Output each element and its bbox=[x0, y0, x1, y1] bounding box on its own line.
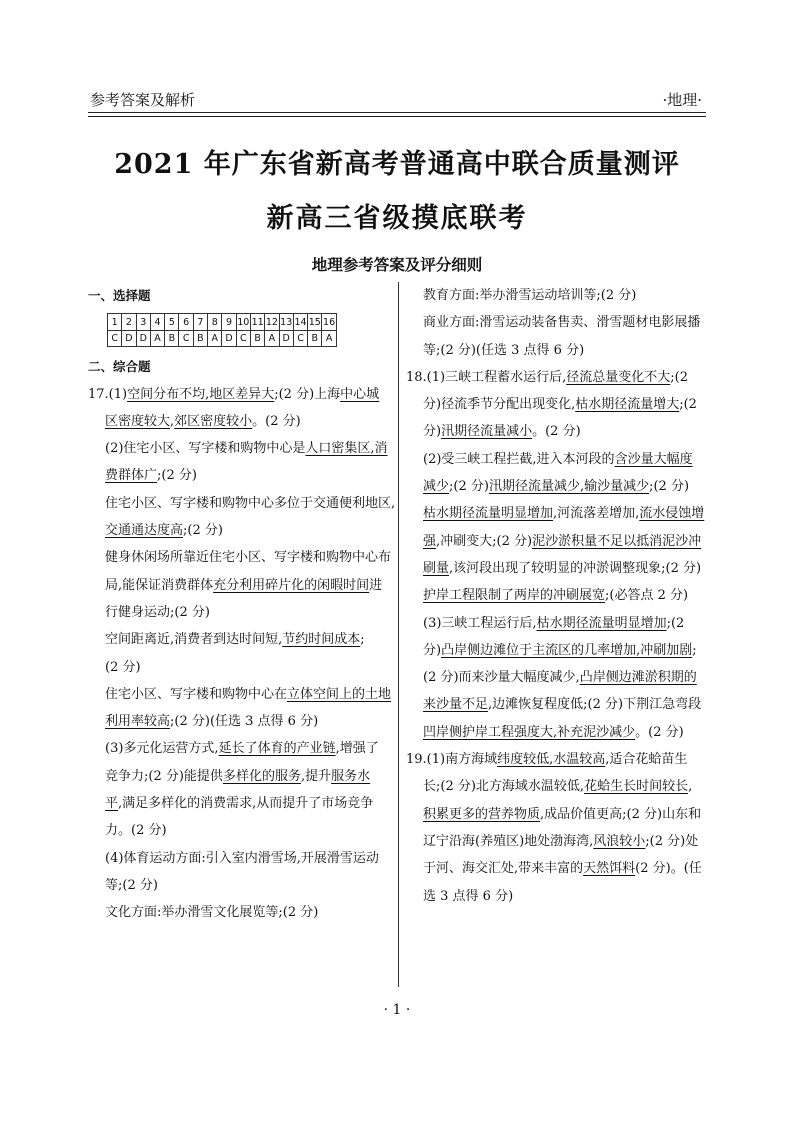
answer-line bbox=[406, 855, 712, 882]
answer-text: ;(2 分)上海 bbox=[274, 386, 341, 402]
answer-line bbox=[88, 681, 393, 708]
answer-text: 进 bbox=[369, 577, 383, 593]
answer-text: (3)多元化运营方式, bbox=[105, 741, 219, 757]
answer-text: ; bbox=[692, 642, 697, 658]
answer-text: 健身休闲场所靠近住宅小区、写字楼和购物中心布 bbox=[105, 550, 392, 566]
question-number-cell: 13 bbox=[279, 314, 293, 331]
answer-text: 分) bbox=[423, 424, 442, 440]
answer-cell: A bbox=[208, 330, 222, 347]
answer-cell: D bbox=[122, 330, 136, 347]
answer-text: 长;(2 分)北方海域水温较低, bbox=[423, 779, 585, 795]
answer-text: (3)三峡工程运行后, bbox=[423, 615, 537, 631]
answer-text: (2 分)。(任 bbox=[635, 861, 702, 877]
answer-line bbox=[406, 582, 712, 609]
column-divider bbox=[398, 282, 399, 987]
answer-text: (2)住宅小区、写字楼和购物中心是 bbox=[105, 441, 306, 457]
question-number-cell: 3 bbox=[136, 314, 150, 331]
answer-line bbox=[88, 517, 393, 544]
answer-text: 辽宁沿海(养殖区)地处渤海湾, bbox=[423, 833, 594, 849]
answer-text: ;(必答点 2 分) bbox=[605, 588, 689, 604]
question-number-cell: 14 bbox=[293, 314, 307, 331]
right-answer-body bbox=[406, 282, 712, 910]
question-number-cell: 4 bbox=[150, 314, 164, 331]
key-point-underlined: 积累更多的营养物质 bbox=[423, 806, 541, 822]
question-number-cell: 9 bbox=[222, 314, 236, 331]
answer-line bbox=[406, 282, 712, 309]
answer-text: (4)体育运动方面:引入室内滑雪场,开展滑雪运动 bbox=[105, 850, 379, 866]
key-point-underlined: 流水侵蚀增 bbox=[639, 506, 705, 522]
key-point-underlined: 护岸工程限制了两岸的冲刷展宽 bbox=[423, 588, 606, 604]
key-point-underlined: 刷量 bbox=[423, 560, 450, 576]
answer-text: ,该河段出现了较明显的冲淤调整现象;(2 分) bbox=[449, 560, 702, 576]
answer-text: 选 3 点得 6 分) bbox=[423, 888, 514, 904]
key-point-underlined: 凸岸侧边滩淤积期的 bbox=[579, 670, 697, 686]
answer-line bbox=[88, 763, 393, 790]
answer-text: ;(2 bbox=[670, 369, 688, 385]
key-point-underlined: 汛期径流量减小 bbox=[441, 424, 533, 440]
answer-cell: D bbox=[279, 330, 293, 347]
answer-cell: D bbox=[222, 330, 236, 347]
answer-text: 住宅小区、写字楼和购物中心多位于交通便利地区, bbox=[105, 495, 396, 511]
answer-text: (2)受三峡工程拦截,进入本河段的 bbox=[423, 451, 615, 467]
answer-text: 等;(2 分) bbox=[105, 877, 158, 893]
answer-cell: B bbox=[165, 330, 179, 347]
answer-line bbox=[88, 899, 393, 926]
question-number-row bbox=[108, 314, 337, 331]
header-rule bbox=[88, 112, 706, 113]
answer-text: 19.(1)南方海域 bbox=[406, 752, 498, 768]
answer-line bbox=[406, 555, 712, 582]
answer-text: ;(2 分) bbox=[157, 468, 197, 484]
answer-text: 商业方面:滑雪运动装备售卖、滑雪题材电影展播 bbox=[423, 315, 701, 331]
answer-text: 等;(2 分)(任选 3 点得 6 分) bbox=[423, 342, 585, 358]
key-point-underlined: 径流总量变化不大 bbox=[566, 369, 671, 385]
answer-line bbox=[88, 599, 393, 626]
answer-line bbox=[88, 462, 393, 489]
answer-line bbox=[406, 746, 712, 773]
key-point-underlined: 强 bbox=[423, 533, 437, 549]
answer-line bbox=[88, 544, 393, 571]
answer-line bbox=[406, 801, 712, 828]
answer-line bbox=[406, 828, 712, 855]
answer-text: , bbox=[170, 413, 175, 429]
key-point-underlined: 含沙量大幅度 bbox=[614, 451, 693, 467]
answer-line bbox=[406, 773, 712, 800]
answer-text: ;(2 bbox=[679, 397, 697, 413]
answer-line bbox=[88, 381, 393, 408]
answer-text: 力。(2 分) bbox=[105, 823, 167, 839]
answer-text: 。(2 分) bbox=[532, 424, 581, 440]
answer-text: 竞争力;(2 分)能提供 bbox=[105, 768, 223, 784]
key-point-underlined: 立体空间上的土地 bbox=[287, 686, 392, 702]
key-point-underlined: 枯水期径流量增大 bbox=[575, 397, 680, 413]
answer-line bbox=[406, 446, 712, 473]
answer-line bbox=[88, 654, 393, 681]
answer-text: 分)径流季节分配出现变化, bbox=[423, 397, 576, 413]
answer-text: (2 分)而来沙量大幅度减少, bbox=[423, 670, 580, 686]
answer-cell: A bbox=[322, 330, 336, 347]
answer-text: ,成品价值更高;(2 分)山东和 bbox=[540, 806, 702, 822]
key-point-underlined: 减少 bbox=[423, 479, 450, 495]
answer-cell: D bbox=[136, 330, 150, 347]
answer-line bbox=[406, 719, 712, 746]
page-title: 2021 年广东省新高考普通高中联合质量测评 bbox=[114, 149, 680, 180]
answer-text: ,适合花蛤苗生 bbox=[605, 752, 688, 768]
answer-text: 住宅小区、写字楼和购物中心在 bbox=[105, 686, 288, 702]
question-number-cell: 11 bbox=[250, 314, 264, 331]
answer-text: ;(2 分)(任选 3 点得 6 分) bbox=[170, 714, 319, 730]
answer-line bbox=[406, 610, 712, 637]
section-heading-comprehensive: 二、综合题 bbox=[88, 359, 151, 375]
key-point-underlined: 枯水期径流量明显增加 bbox=[536, 615, 667, 631]
answer-line bbox=[406, 337, 712, 364]
key-point-underlined: 凹岸侧护岸工程强度大,补充泥沙减少 bbox=[423, 724, 636, 740]
answer-table bbox=[107, 313, 337, 347]
answer-line bbox=[88, 572, 393, 599]
key-point-underlined: 人口密集区,消 bbox=[305, 441, 388, 457]
question-number-cell: 7 bbox=[193, 314, 207, 331]
question-number-cell: 1 bbox=[108, 314, 122, 331]
key-point-underlined: 天然饵料 bbox=[583, 861, 636, 877]
page-subtitle: 新高三省级摸底联考 bbox=[266, 203, 528, 234]
answer-text: ,满足多样化的消费需求,从而提升了市场竞争 bbox=[118, 796, 374, 812]
question-number-cell: 10 bbox=[236, 314, 250, 331]
answer-cell: A bbox=[265, 330, 279, 347]
answer-line bbox=[406, 637, 712, 664]
answer-text: ;(2 分) bbox=[183, 523, 223, 539]
answer-text: ,河流落差增加, bbox=[553, 506, 640, 522]
answer-key-heading: 地理参考答案及评分细则 bbox=[311, 256, 483, 274]
answer-text: 。(2 分) bbox=[252, 413, 301, 429]
key-point-underlined: 中心城 bbox=[340, 386, 380, 402]
answer-cell: B bbox=[308, 330, 322, 347]
answer-text: 18.(1)三峡工程蓄水运行后, bbox=[406, 369, 567, 385]
answer-line bbox=[406, 528, 712, 555]
answer-row bbox=[108, 330, 337, 347]
answer-text: 局,能保证消费群体 bbox=[105, 577, 214, 593]
answer-text: 。(2 分) bbox=[635, 724, 684, 740]
answer-text: 空间距离近,消费者到达时间短, bbox=[105, 632, 283, 648]
answer-text: ;(2 分) bbox=[649, 479, 690, 495]
key-point-underlined: 郊区密度较小 bbox=[174, 413, 253, 429]
header-left-label: 参考答案及解析 bbox=[90, 91, 196, 109]
answer-line bbox=[406, 691, 712, 718]
answer-line bbox=[88, 872, 393, 899]
answer-text: 于河、海交汇处,带来丰富的 bbox=[423, 861, 584, 877]
question-number-cell: 16 bbox=[322, 314, 336, 331]
answer-line bbox=[88, 790, 393, 817]
answer-cell: C bbox=[179, 330, 193, 347]
question-number-cell: 6 bbox=[179, 314, 193, 331]
answer-text: 行健身运动;(2 分) bbox=[105, 604, 210, 620]
answer-line bbox=[88, 435, 393, 462]
key-point-underlined: 区密度较大 bbox=[105, 413, 171, 429]
question-number-cell: 15 bbox=[308, 314, 322, 331]
answer-text: ;(2 分) bbox=[449, 479, 489, 495]
answer-text: 教育方面:举办滑雪运动培训等;(2 分) bbox=[423, 288, 637, 303]
answer-line bbox=[88, 408, 393, 435]
answer-line bbox=[88, 708, 393, 735]
answer-line bbox=[88, 845, 393, 872]
left-answer-body bbox=[88, 381, 396, 927]
answer-cell: C bbox=[293, 330, 307, 347]
answer-cell: C bbox=[108, 330, 122, 347]
key-point-underlined: 服务水 bbox=[331, 768, 371, 784]
key-point-underlined: 风浪较小 bbox=[593, 833, 646, 849]
key-point-underlined: 利用率较高 bbox=[105, 714, 171, 730]
answer-line bbox=[406, 883, 712, 910]
question-number-cell: 8 bbox=[208, 314, 222, 331]
right-column bbox=[406, 282, 712, 910]
answer-text: 分) bbox=[423, 642, 442, 658]
answer-text: ,增强了 bbox=[335, 741, 379, 757]
key-point-underlined: 枯水期径流量明显增加 bbox=[423, 506, 554, 522]
key-point-underlined: 多样化的服务 bbox=[222, 768, 301, 784]
answer-text: ; bbox=[360, 632, 365, 648]
answer-line bbox=[406, 364, 712, 391]
answer-text: 17.(1) bbox=[88, 386, 128, 402]
answer-cell: C bbox=[236, 330, 250, 347]
key-point-underlined: 节约时间成本 bbox=[282, 632, 361, 648]
key-point-underlined: 费群体广 bbox=[105, 468, 158, 484]
answer-line bbox=[88, 490, 396, 517]
answer-text: 文化方面:举办滑雪文化展览等;(2 分) bbox=[105, 905, 319, 921]
answer-cell: B bbox=[193, 330, 207, 347]
key-point-underlined: 泥沙淤积量不足以抵消泥沙冲 bbox=[532, 533, 702, 549]
key-point-underlined: 交通通达度高 bbox=[105, 523, 184, 539]
answer-line bbox=[406, 473, 712, 500]
answer-cell: B bbox=[250, 330, 264, 347]
key-point-underlined: 来沙量不足 bbox=[423, 697, 489, 713]
key-point-underlined: 花蛤生长时间较长 bbox=[584, 779, 689, 795]
page-number: · 1 · bbox=[383, 1002, 411, 1018]
answer-line bbox=[406, 309, 712, 336]
answer-cell: A bbox=[150, 330, 164, 347]
left-column bbox=[88, 282, 396, 927]
answer-line bbox=[88, 735, 393, 762]
section-heading-choice: 一、选择题 bbox=[88, 288, 151, 303]
answer-text: (2 分) bbox=[105, 659, 141, 675]
answer-text: ,冲刷变大;(2 分) bbox=[436, 533, 533, 549]
key-point-underlined: 延长了体育的产业链 bbox=[218, 741, 336, 757]
answer-text: ;(2 bbox=[666, 615, 685, 631]
answer-line bbox=[406, 391, 712, 418]
answer-text: ,边滩恢复程度低;(2 分)下荆江急弯段 bbox=[488, 697, 702, 713]
answer-text: , bbox=[688, 779, 693, 795]
answer-line bbox=[406, 664, 712, 691]
question-number-cell: 5 bbox=[165, 314, 179, 331]
key-point-underlined: 空间分布不均,地区差异大 bbox=[127, 386, 275, 402]
answer-line bbox=[406, 500, 712, 527]
answer-text: ,提升 bbox=[300, 768, 332, 784]
question-number-cell: 12 bbox=[265, 314, 279, 331]
answer-text: ;(2 分)处 bbox=[645, 833, 699, 849]
answer-line bbox=[406, 418, 712, 445]
question-number-cell: 2 bbox=[122, 314, 136, 331]
key-point-underlined: 凸岸侧边滩位于主流区的几率增加,冲刷加剧 bbox=[441, 642, 693, 658]
header-rule-thin bbox=[88, 116, 706, 117]
answer-line bbox=[88, 626, 393, 653]
key-point-underlined: 充分利用碎片化的闲暇时间 bbox=[213, 577, 370, 593]
answer-line bbox=[88, 817, 393, 844]
header-subject-label: ·地理· bbox=[662, 91, 702, 109]
key-point-underlined: 汛期径流量减少,输沙量减少 bbox=[488, 479, 650, 495]
key-point-underlined: 纬度较低,水温较高 bbox=[497, 752, 606, 768]
key-point-underlined: 平 bbox=[105, 796, 119, 812]
